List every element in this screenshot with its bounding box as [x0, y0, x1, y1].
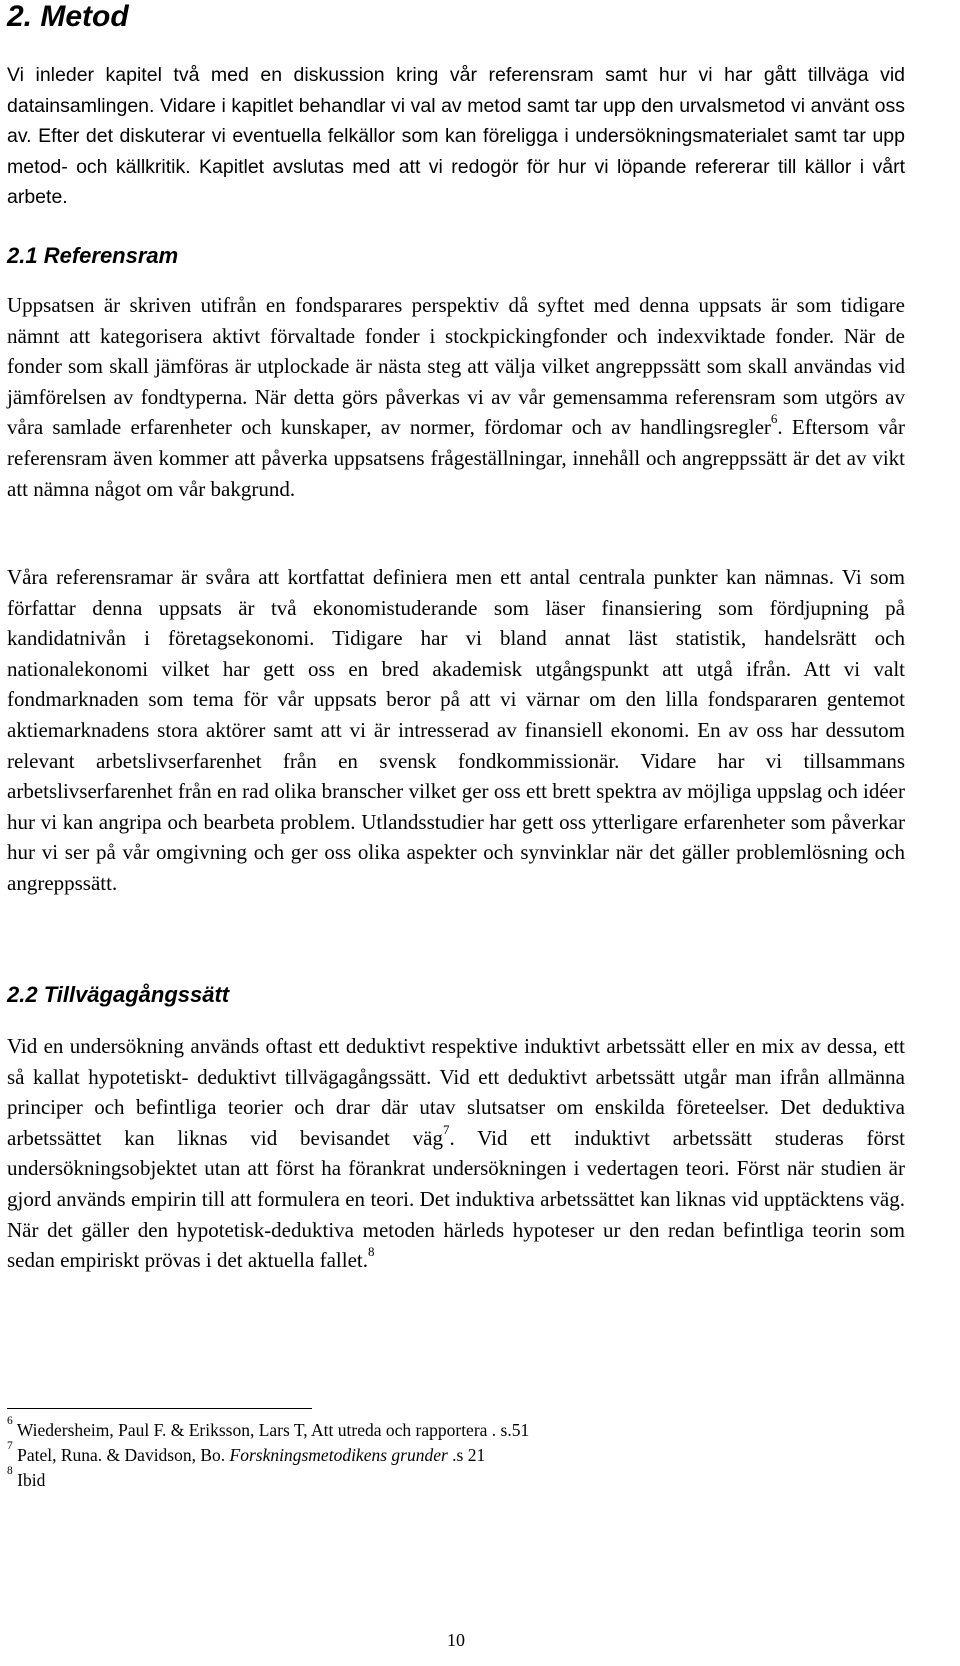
footnote-text: Wiedersheim, Paul F. & Eriksson, Lars T, Att utreda och rapportera . s.51 — [16, 1420, 530, 1440]
paragraph-text: . Eftersom vår referensram även kommer att påverka uppsatsens frågeställningar, innehåll och angreppssätt är det av vikt att nämna något om vår bakgrund. — [7, 415, 905, 501]
footnote-title: Forskningsmetodikens grunder — [229, 1445, 448, 1465]
chapter-heading: 2. Metod — [7, 0, 129, 33]
referensram-paragraph-1 — [7, 290, 905, 504]
referensram-paragraph-2: Våra referensramar är svåra att kortfattat definiera men ett antal centrala punkter kan nämnas. Vi som författar denna uppsats är två ekonomistuderande som läser finansiering som fördjupning på kandidatnivån i företagsekonomi. Tidigare har vi bland annat läst statistik, handelsrätt och nationalekonomi vilket har gett oss en bred akademisk utgångspunkt att utgå ifrån. Att vi valt fondmarknaden som tema för vår uppsats beror på att vi värnar om den lilla fondspararen gentemot aktiemarknadens stora aktörer samt att vi är intresserad av finansiell ekonomi. En av oss har dessutom relevant arbetslivserfarenhet från en svensk fondkommissionär. Vidare har vi tillsammans arbetslivserfarenhet från en rad olika branscher vilket ger oss ett brett spektra av möjliga uppslag och idéer hur vi kan angripa och bearbeta problem. Utlandsstudier har gett oss ytterligare erfarenheter som påverkar hur vi ser på vår omgivning och ger oss olika aspekter och synvinklar när det gäller problemlösning och angreppssätt. — [7, 565, 905, 895]
footnote-ref-6: 6 — [770, 411, 778, 427]
footnote-number: 8 — [7, 1465, 13, 1478]
paragraph-text: Uppsatsen är skriven utifrån en fondsparares perspektiv då syftet med denna uppsats är som tidigare nämnt att kategorisera aktivt förvaltade fonder i stockpickingfonder och indexviktade fonder. När de fonder som skall jämföras är utplockade är nästa steg att välja vilket angreppssätt som skall användas vid jämförelsen av fondtyperna. När detta görs påverkas vi av vår gemensamma referensram som utgörs av våra samlade erfarenheter och kunskaper, av normer, fördomar och av handlingsregler — [7, 293, 905, 440]
intro-paragraph: Vi inleder kapitel två med en diskussion kring vår referensram samt hur vi har gått tillväga vid datainsamlingen. Vidare i kapitlet behandlar vi val av metod samt tar upp den urvalsmetod vi använt oss av. Efter det diskuterar vi eventuella felkällor som kan föreligga i undersökningsmaterialet samt tar upp metod- och källkritik. Kapitlet avslutas med att vi redogör för hur vi löpande refererar till källor i vårt arbete. — [7, 64, 905, 208]
footnote-ref-7: 7 — [443, 1121, 450, 1137]
footnote-text: Patel, Runa. & Davidson, Bo. — [17, 1445, 230, 1465]
page-number: 10 — [447, 1630, 465, 1650]
section-heading-tillvagagangssatt: 2.2 Tillvägagångssätt — [7, 982, 230, 1007]
section-heading-referensram: 2.1 Referensram — [7, 243, 179, 268]
footnote-number: 6 — [7, 1415, 13, 1428]
tillvagagangssatt-paragraph — [7, 1031, 905, 1276]
footnote-number: 7 — [7, 1440, 13, 1453]
footnote-7 — [7, 1440, 905, 1467]
footnote-ref-8: 8 — [367, 1244, 375, 1260]
footnote-8 — [7, 1465, 905, 1492]
footnote-6 — [7, 1415, 905, 1442]
paragraph-text: . Vid ett induktivt arbetssätt studeras först undersökningsobjektet utan att först ha förankrat undersökningen i vedertagen teori. Först när studien är gjord används empirin till att formulera en teori. Det induktiva arbetssättet kan liknas vid upptäcktens väg. När det gäller den hypotetisk-deduktiva metoden härleds hypoteser ur den redan befintliga teorin som sedan empiriskt prövas i det aktuella fallet. — [7, 1125, 905, 1273]
footnote-text: Ibid — [17, 1470, 46, 1490]
footnote-divider — [7, 1408, 312, 1409]
paragraph-text: Vid en undersökning används oftast ett deduktivt respektive induktivt arbetssätt eller en mix av dessa, ett så kallat hypotetiskt- deduktivt tillvägagångssätt. Vid ett deduktivt arbetssätt utgår man ifrån allmänna principer och befintliga teorier och drar där utav slutsatser om enskilda företeelser. Det deduktiva arbetssättet kan liknas vid bevisandet väg — [7, 1034, 905, 1150]
footnote-tail: .s 21 — [447, 1445, 486, 1465]
